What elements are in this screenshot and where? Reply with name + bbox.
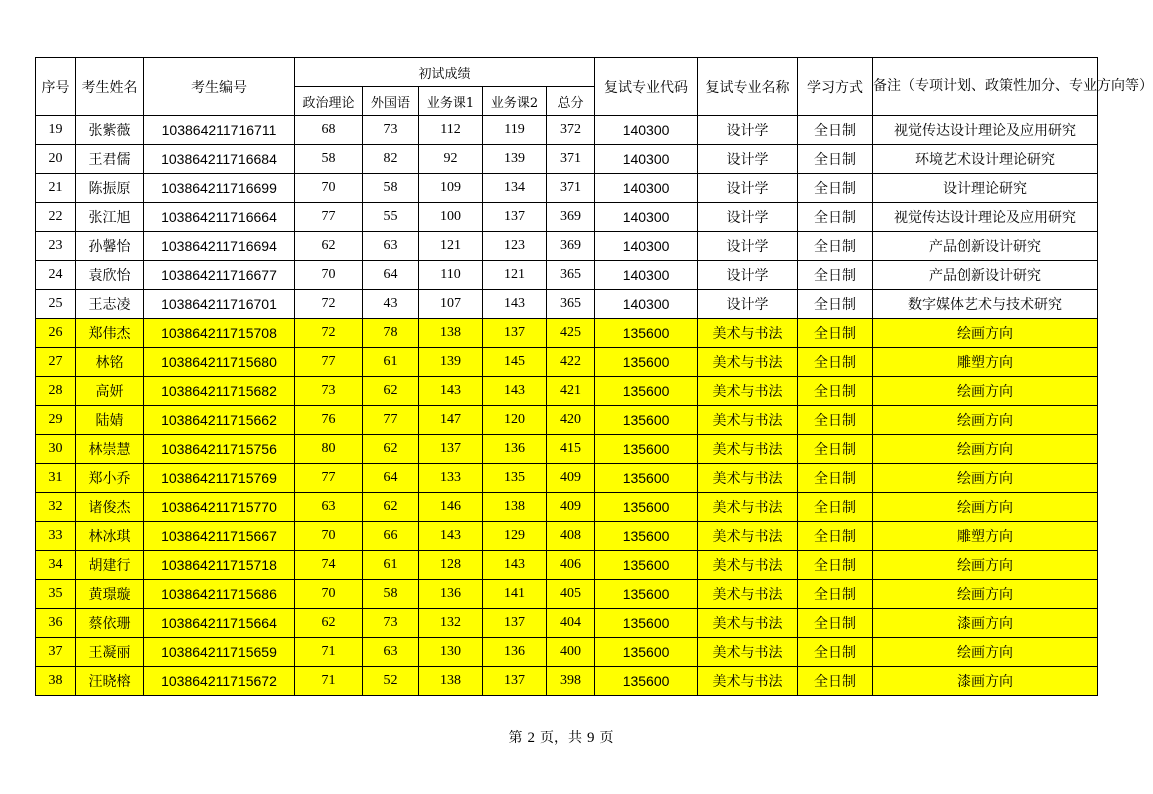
cell-study-mode: 全日制 xyxy=(798,551,873,580)
table-row xyxy=(36,522,1098,551)
cell-politics: 70 xyxy=(295,174,363,203)
table-row xyxy=(36,203,1098,232)
cell-politics: 72 xyxy=(295,290,363,319)
cell-course2: 137 xyxy=(483,667,547,696)
header-course2: 业务课2 xyxy=(483,87,547,116)
cell-total: 420 xyxy=(547,406,595,435)
cell-major-name: 设计学 xyxy=(698,203,798,232)
cell-study-mode: 全日制 xyxy=(798,609,873,638)
cell-politics: 62 xyxy=(295,232,363,261)
cell-study-mode: 全日制 xyxy=(798,348,873,377)
cell-study-mode: 全日制 xyxy=(798,406,873,435)
table-row xyxy=(36,609,1098,638)
cell-politics: 77 xyxy=(295,203,363,232)
cell-course1: 128 xyxy=(419,551,483,580)
cell-study-mode: 全日制 xyxy=(798,203,873,232)
table-row xyxy=(36,116,1098,145)
cell-seq: 26 xyxy=(36,319,76,348)
cell-id: 103864211716699 xyxy=(144,174,295,203)
cell-name: 郑小乔 xyxy=(76,464,144,493)
cell-note: 绘画方向 xyxy=(873,580,1098,609)
cell-course1: 139 xyxy=(419,348,483,377)
cell-course2: 137 xyxy=(483,609,547,638)
footer-current-page: 2 xyxy=(527,730,535,746)
cell-note: 漆画方向 xyxy=(873,667,1098,696)
cell-major-code: 140300 xyxy=(595,174,698,203)
cell-major-code: 135600 xyxy=(595,348,698,377)
cell-politics: 58 xyxy=(295,145,363,174)
header-seq: 序号 xyxy=(36,58,76,116)
cell-study-mode: 全日制 xyxy=(798,232,873,261)
footer-total-pages: 9 xyxy=(587,730,595,746)
cell-id: 103864211715672 xyxy=(144,667,295,696)
cell-major-name: 美术与书法 xyxy=(698,522,798,551)
cell-foreign: 43 xyxy=(363,290,419,319)
cell-study-mode: 全日制 xyxy=(798,174,873,203)
cell-total: 400 xyxy=(547,638,595,667)
header-row xyxy=(36,58,1098,87)
cell-foreign: 82 xyxy=(363,145,419,174)
cell-course2: 143 xyxy=(483,290,547,319)
cell-id: 103864211716664 xyxy=(144,203,295,232)
cell-id: 103864211715662 xyxy=(144,406,295,435)
cell-politics: 72 xyxy=(295,319,363,348)
page-footer xyxy=(0,727,1122,747)
cell-major-code: 140300 xyxy=(595,116,698,145)
cell-course2: 136 xyxy=(483,435,547,464)
cell-major-name: 美术与书法 xyxy=(698,609,798,638)
cell-total: 365 xyxy=(547,261,595,290)
table-row xyxy=(36,377,1098,406)
header-total: 总分 xyxy=(547,87,595,116)
cell-course1: 138 xyxy=(419,319,483,348)
cell-name: 胡建行 xyxy=(76,551,144,580)
cell-foreign: 73 xyxy=(363,609,419,638)
cell-study-mode: 全日制 xyxy=(798,667,873,696)
cell-major-name: 设计学 xyxy=(698,145,798,174)
cell-study-mode: 全日制 xyxy=(798,493,873,522)
cell-name: 林冰琪 xyxy=(76,522,144,551)
cell-id: 103864211715659 xyxy=(144,638,295,667)
cell-major-code: 135600 xyxy=(595,580,698,609)
cell-id: 103864211715770 xyxy=(144,493,295,522)
cell-foreign: 62 xyxy=(363,377,419,406)
cell-course2: 145 xyxy=(483,348,547,377)
cell-note: 视觉传达设计理论及应用研究 xyxy=(873,116,1098,145)
cell-note: 雕塑方向 xyxy=(873,348,1098,377)
cell-seq: 29 xyxy=(36,406,76,435)
cell-name: 孙馨怡 xyxy=(76,232,144,261)
cell-course1: 92 xyxy=(419,145,483,174)
table-row xyxy=(36,406,1098,435)
cell-major-code: 140300 xyxy=(595,261,698,290)
cell-seq: 31 xyxy=(36,464,76,493)
cell-major-code: 135600 xyxy=(595,551,698,580)
cell-total: 409 xyxy=(547,464,595,493)
cell-course2: 138 xyxy=(483,493,547,522)
cell-id: 103864211715664 xyxy=(144,609,295,638)
cell-major-name: 设计学 xyxy=(698,290,798,319)
cell-total: 371 xyxy=(547,145,595,174)
cell-politics: 77 xyxy=(295,348,363,377)
cell-total: 365 xyxy=(547,290,595,319)
cell-note: 绘画方向 xyxy=(873,319,1098,348)
cell-seq: 23 xyxy=(36,232,76,261)
cell-total: 408 xyxy=(547,522,595,551)
cell-name: 张紫薇 xyxy=(76,116,144,145)
cell-course1: 133 xyxy=(419,464,483,493)
cell-note: 绘画方向 xyxy=(873,493,1098,522)
cell-politics: 71 xyxy=(295,638,363,667)
cell-name: 郑伟杰 xyxy=(76,319,144,348)
cell-major-name: 设计学 xyxy=(698,232,798,261)
cell-foreign: 77 xyxy=(363,406,419,435)
table-row xyxy=(36,232,1098,261)
cell-foreign: 78 xyxy=(363,319,419,348)
cell-major-name: 设计学 xyxy=(698,261,798,290)
cell-total: 425 xyxy=(547,319,595,348)
cell-major-code: 135600 xyxy=(595,406,698,435)
cell-seq: 22 xyxy=(36,203,76,232)
cell-total: 422 xyxy=(547,348,595,377)
cell-study-mode: 全日制 xyxy=(798,638,873,667)
cell-course2: 141 xyxy=(483,580,547,609)
cell-seq: 20 xyxy=(36,145,76,174)
header-foreign: 外国语 xyxy=(363,87,419,116)
table-row xyxy=(36,464,1098,493)
table-row xyxy=(36,551,1098,580)
cell-course1: 147 xyxy=(419,406,483,435)
footer-mid: 页，共 xyxy=(540,730,582,746)
cell-major-code: 140300 xyxy=(595,145,698,174)
cell-study-mode: 全日制 xyxy=(798,261,873,290)
cell-course2: 139 xyxy=(483,145,547,174)
footer-suffix: 页 xyxy=(599,730,614,746)
cell-foreign: 62 xyxy=(363,493,419,522)
cell-politics: 70 xyxy=(295,261,363,290)
footer-prefix: 第 xyxy=(508,730,523,746)
cell-foreign: 62 xyxy=(363,435,419,464)
cell-major-name: 美术与书法 xyxy=(698,580,798,609)
cell-id: 103864211715667 xyxy=(144,522,295,551)
cell-foreign: 64 xyxy=(363,464,419,493)
cell-politics: 73 xyxy=(295,377,363,406)
cell-course1: 121 xyxy=(419,232,483,261)
cell-major-name: 美术与书法 xyxy=(698,406,798,435)
cell-major-code: 135600 xyxy=(595,522,698,551)
cell-course1: 136 xyxy=(419,580,483,609)
cell-foreign: 73 xyxy=(363,116,419,145)
cell-major-name: 美术与书法 xyxy=(698,638,798,667)
cell-note: 雕塑方向 xyxy=(873,522,1098,551)
cell-seq: 33 xyxy=(36,522,76,551)
cell-id: 103864211715708 xyxy=(144,319,295,348)
cell-name: 张江旭 xyxy=(76,203,144,232)
cell-id: 103864211716701 xyxy=(144,290,295,319)
cell-note: 视觉传达设计理论及应用研究 xyxy=(873,203,1098,232)
cell-total: 369 xyxy=(547,232,595,261)
cell-major-code: 135600 xyxy=(595,319,698,348)
cell-total: 404 xyxy=(547,609,595,638)
cell-study-mode: 全日制 xyxy=(798,464,873,493)
cell-foreign: 58 xyxy=(363,174,419,203)
cell-politics: 70 xyxy=(295,522,363,551)
cell-id: 103864211715769 xyxy=(144,464,295,493)
cell-major-name: 设计学 xyxy=(698,116,798,145)
cell-name: 王君儒 xyxy=(76,145,144,174)
score-table xyxy=(35,57,1153,696)
table-row xyxy=(36,319,1098,348)
cell-note: 绘画方向 xyxy=(873,377,1098,406)
cell-total: 372 xyxy=(547,116,595,145)
cell-seq: 21 xyxy=(36,174,76,203)
cell-name: 陆婧 xyxy=(76,406,144,435)
cell-major-code: 140300 xyxy=(595,203,698,232)
cell-id: 103864211715680 xyxy=(144,348,295,377)
cell-politics: 63 xyxy=(295,493,363,522)
cell-course1: 143 xyxy=(419,522,483,551)
cell-major-name: 美术与书法 xyxy=(698,493,798,522)
cell-note: 产品创新设计研究 xyxy=(873,232,1098,261)
header-name: 考生姓名 xyxy=(76,58,144,116)
cell-foreign: 55 xyxy=(363,203,419,232)
cell-course1: 110 xyxy=(419,261,483,290)
cell-foreign: 63 xyxy=(363,638,419,667)
cell-id: 103864211715686 xyxy=(144,580,295,609)
cell-course1: 107 xyxy=(419,290,483,319)
cell-course1: 137 xyxy=(419,435,483,464)
cell-note: 绘画方向 xyxy=(873,435,1098,464)
cell-course2: 121 xyxy=(483,261,547,290)
cell-seq: 27 xyxy=(36,348,76,377)
cell-course2: 135 xyxy=(483,464,547,493)
cell-course2: 136 xyxy=(483,638,547,667)
cell-course2: 129 xyxy=(483,522,547,551)
cell-name: 王志凌 xyxy=(76,290,144,319)
cell-name: 高妍 xyxy=(76,377,144,406)
cell-course2: 143 xyxy=(483,377,547,406)
table-row xyxy=(36,493,1098,522)
cell-major-name: 美术与书法 xyxy=(698,667,798,696)
cell-id: 103864211715756 xyxy=(144,435,295,464)
cell-course1: 143 xyxy=(419,377,483,406)
cell-major-code: 135600 xyxy=(595,464,698,493)
cell-study-mode: 全日制 xyxy=(798,116,873,145)
cell-foreign: 61 xyxy=(363,348,419,377)
cell-politics: 76 xyxy=(295,406,363,435)
cell-course1: 112 xyxy=(419,116,483,145)
cell-major-code: 135600 xyxy=(595,377,698,406)
cell-course2: 123 xyxy=(483,232,547,261)
header-study-mode: 学习方式 xyxy=(798,58,873,116)
cell-seq: 28 xyxy=(36,377,76,406)
cell-major-name: 美术与书法 xyxy=(698,464,798,493)
cell-id: 103864211716684 xyxy=(144,145,295,174)
cell-seq: 32 xyxy=(36,493,76,522)
cell-major-code: 135600 xyxy=(595,493,698,522)
cell-id: 103864211716711 xyxy=(144,116,295,145)
cell-name: 蔡依珊 xyxy=(76,609,144,638)
cell-major-name: 美术与书法 xyxy=(698,348,798,377)
cell-course1: 109 xyxy=(419,174,483,203)
cell-politics: 70 xyxy=(295,580,363,609)
cell-course1: 146 xyxy=(419,493,483,522)
cell-study-mode: 全日制 xyxy=(798,435,873,464)
cell-name: 袁欣怡 xyxy=(76,261,144,290)
cell-study-mode: 全日制 xyxy=(798,377,873,406)
cell-name: 王凝丽 xyxy=(76,638,144,667)
cell-id: 103864211716694 xyxy=(144,232,295,261)
cell-note: 产品创新设计研究 xyxy=(873,261,1098,290)
cell-course2: 143 xyxy=(483,551,547,580)
cell-course2: 137 xyxy=(483,203,547,232)
table-row xyxy=(36,261,1098,290)
cell-seq: 36 xyxy=(36,609,76,638)
cell-note: 设计理论研究 xyxy=(873,174,1098,203)
cell-seq: 34 xyxy=(36,551,76,580)
cell-seq: 19 xyxy=(36,116,76,145)
cell-major-name: 设计学 xyxy=(698,174,798,203)
cell-course1: 138 xyxy=(419,667,483,696)
cell-total: 369 xyxy=(547,203,595,232)
cell-note: 数字媒体艺术与技术研究 xyxy=(873,290,1098,319)
cell-note: 漆画方向 xyxy=(873,609,1098,638)
header-major-name: 复试专业名称 xyxy=(698,58,798,116)
cell-foreign: 66 xyxy=(363,522,419,551)
cell-study-mode: 全日制 xyxy=(798,319,873,348)
header-prelim: 初试成绩 xyxy=(295,58,595,87)
cell-politics: 71 xyxy=(295,667,363,696)
table-row xyxy=(36,580,1098,609)
cell-course2: 137 xyxy=(483,319,547,348)
cell-major-code: 135600 xyxy=(595,667,698,696)
cell-major-name: 美术与书法 xyxy=(698,435,798,464)
cell-seq: 38 xyxy=(36,667,76,696)
cell-course2: 120 xyxy=(483,406,547,435)
cell-course1: 130 xyxy=(419,638,483,667)
table-row xyxy=(36,638,1098,667)
cell-foreign: 64 xyxy=(363,261,419,290)
cell-total: 421 xyxy=(547,377,595,406)
cell-total: 398 xyxy=(547,667,595,696)
cell-note: 绘画方向 xyxy=(873,464,1098,493)
table-row xyxy=(36,174,1098,203)
cell-name: 诸俊杰 xyxy=(76,493,144,522)
cell-id: 103864211715682 xyxy=(144,377,295,406)
table-row xyxy=(36,145,1098,174)
cell-course1: 100 xyxy=(419,203,483,232)
cell-politics: 80 xyxy=(295,435,363,464)
cell-major-code: 140300 xyxy=(595,232,698,261)
cell-foreign: 61 xyxy=(363,551,419,580)
cell-study-mode: 全日制 xyxy=(798,522,873,551)
cell-name: 汪晓榕 xyxy=(76,667,144,696)
cell-major-code: 140300 xyxy=(595,290,698,319)
cell-politics: 77 xyxy=(295,464,363,493)
cell-total: 409 xyxy=(547,493,595,522)
cell-politics: 74 xyxy=(295,551,363,580)
table-row xyxy=(36,290,1098,319)
header-major-code: 复试专业代码 xyxy=(595,58,698,116)
cell-note: 绘画方向 xyxy=(873,551,1098,580)
cell-total: 405 xyxy=(547,580,595,609)
cell-major-code: 135600 xyxy=(595,609,698,638)
cell-name: 林铭 xyxy=(76,348,144,377)
cell-study-mode: 全日制 xyxy=(798,290,873,319)
cell-major-name: 美术与书法 xyxy=(698,377,798,406)
cell-course1: 132 xyxy=(419,609,483,638)
cell-foreign: 52 xyxy=(363,667,419,696)
cell-foreign: 63 xyxy=(363,232,419,261)
cell-id: 103864211715718 xyxy=(144,551,295,580)
cell-course2: 119 xyxy=(483,116,547,145)
cell-study-mode: 全日制 xyxy=(798,580,873,609)
cell-major-name: 美术与书法 xyxy=(698,551,798,580)
cell-study-mode: 全日制 xyxy=(798,145,873,174)
cell-seq: 24 xyxy=(36,261,76,290)
cell-major-code: 135600 xyxy=(595,638,698,667)
header-note: 备注（专项计划、政策性加分、专业方向等） xyxy=(873,58,1098,116)
cell-course2: 134 xyxy=(483,174,547,203)
table-row xyxy=(36,435,1098,464)
cell-major-code: 135600 xyxy=(595,435,698,464)
cell-name: 林崇慧 xyxy=(76,435,144,464)
cell-name: 陈振原 xyxy=(76,174,144,203)
table-row xyxy=(36,667,1098,696)
cell-foreign: 58 xyxy=(363,580,419,609)
cell-politics: 62 xyxy=(295,609,363,638)
cell-seq: 30 xyxy=(36,435,76,464)
table-row xyxy=(36,348,1098,377)
cell-id: 103864211716677 xyxy=(144,261,295,290)
header-id: 考生编号 xyxy=(144,58,295,116)
cell-major-name: 美术与书法 xyxy=(698,319,798,348)
header-politics: 政治理论 xyxy=(295,87,363,116)
cell-seq: 37 xyxy=(36,638,76,667)
header-course1: 业务课1 xyxy=(419,87,483,116)
cell-name: 黄璟璇 xyxy=(76,580,144,609)
cell-seq: 25 xyxy=(36,290,76,319)
cell-seq: 35 xyxy=(36,580,76,609)
cell-total: 415 xyxy=(547,435,595,464)
cell-note: 绘画方向 xyxy=(873,406,1098,435)
cell-total: 371 xyxy=(547,174,595,203)
cell-note: 环境艺术设计理论研究 xyxy=(873,145,1098,174)
cell-note: 绘画方向 xyxy=(873,638,1098,667)
cell-total: 406 xyxy=(547,551,595,580)
cell-politics: 68 xyxy=(295,116,363,145)
